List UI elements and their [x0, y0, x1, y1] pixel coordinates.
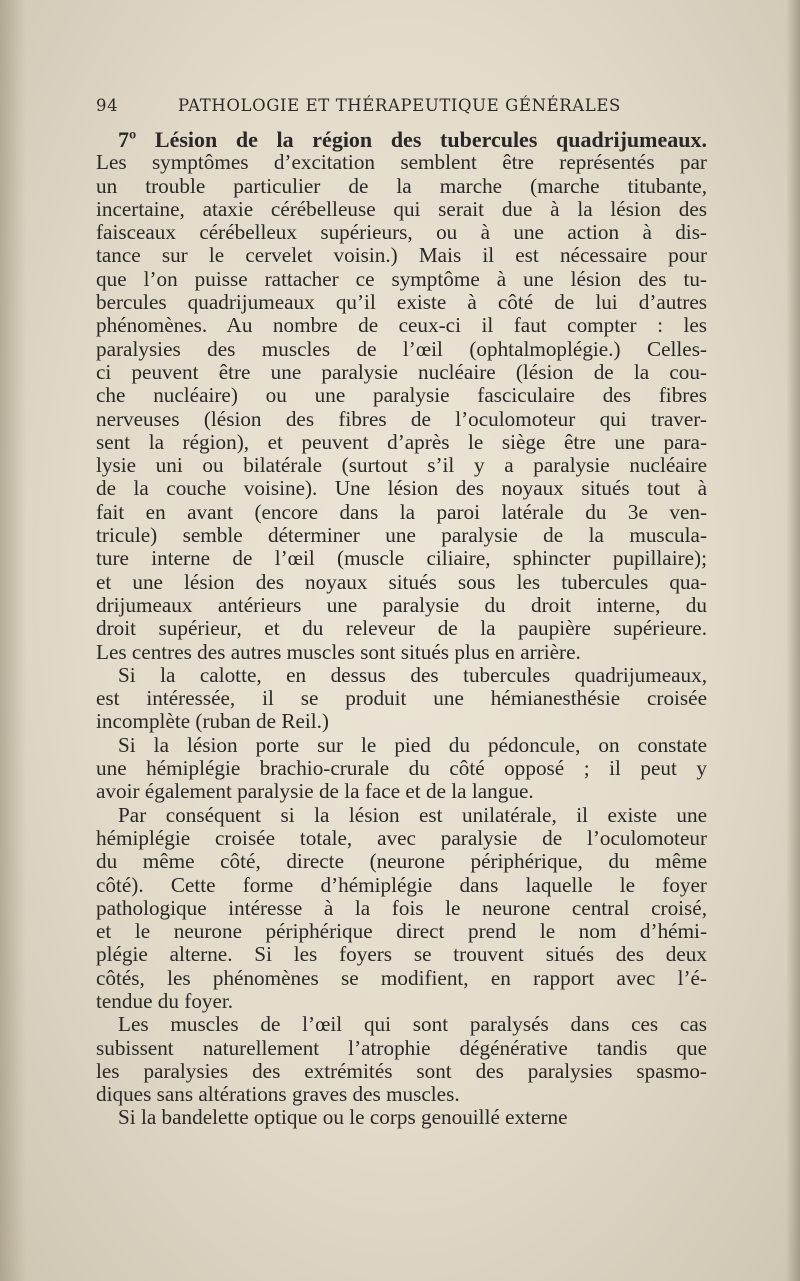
text-line: Les muscles de l’œil qui sont paralysés dans ces cas [118, 1012, 707, 1037]
text-line: drijumeaux antérieurs une paralysie du droit interne, du [96, 592, 707, 617]
text-line: phénomènes. Au nombre de ceux-ci il faut compter : les [96, 313, 707, 338]
text-line: che nucléaire) ou une paralysie fasciculaire des fibres [96, 383, 707, 408]
text-line: plégie alterne. Si les foyers se trouvent situés des deux [96, 942, 707, 967]
text-line: Par conséquent si la lésion est unilatérale, il existe une [118, 802, 707, 827]
text-line: un trouble particulier de la marche (marche titubante, [96, 173, 707, 198]
page-number: 94 [96, 96, 119, 115]
text-line: fait en avant (encore dans la paroi latérale du 3e ven- [96, 499, 707, 524]
text-line: ture interne de l’œil (muscle ciliaire, sphincter pupillaire); [96, 546, 707, 571]
text-line: lysie uni ou bilatérale (surtout s’il y a paralysie nucléaire [96, 453, 707, 478]
text-line: Si la bandelette optique ou le corps genouillé externe [118, 1105, 568, 1130]
text-line: tance sur le cervelet voisin.) Mais il est nécessaire pour [96, 243, 707, 268]
text-line: incomplète (ruban de Reil.) [96, 709, 329, 734]
page-shadow-left [0, 0, 26, 1281]
text-line: subissent naturellement l’atrophie dégénérative tandis que [96, 1035, 707, 1060]
text-line: Si la lésion porte sur le pied du pédoncule, on constate [118, 732, 707, 757]
text-line: faisceaux cérébelleux supérieurs, ou à une action à dis- [96, 220, 707, 245]
text-line: côtés, les phénomènes se modifient, en rapport avec l’é- [96, 965, 707, 990]
text-line: nerveuses (lésion des fibres de l’oculomoteur qui traver- [96, 406, 707, 431]
text-line: que l’on puisse rattacher ce symptôme à une lésion des tu- [96, 266, 707, 291]
text-line: Les centres des autres muscles sont situés plus en arrière. [96, 639, 581, 664]
text-line: ci peuvent être une paralysie nucléaire (lésion de la cou- [96, 359, 707, 384]
text-line: pathologique intéresse à la fois le neurone central croisé, [96, 895, 707, 920]
text-line: est intéressée, il se produit une hémianesthésie croisée [96, 686, 707, 711]
text-line: bercules quadrijumeaux qu’il existe à côté de lui d’autres [96, 290, 707, 315]
text-line: Si la calotte, en dessus des tubercules quadrijumeaux, [118, 662, 707, 687]
text-line: hémiplégie croisée totale, avec paralysie de l’oculomoteur [96, 825, 707, 850]
running-header [96, 96, 696, 120]
body-text [96, 128, 707, 1130]
text-line: une hémiplégie brachio-crurale du côté opposé ; il peut y [96, 756, 707, 781]
text-line: les paralysies des extrémités sont des paralysies spasmo- [96, 1058, 707, 1083]
text-line: diques sans altérations graves des muscles. [96, 1082, 460, 1107]
text-line: paralysies des muscles de l’œil (ophtalmoplégie.) Celles- [96, 336, 707, 361]
text-line: de la couche voisine). Une lésion des noyaux situés tout à [96, 476, 707, 501]
text-line: tendue du foyer. [96, 988, 234, 1013]
text-line: du même côté, directe (neurone périphérique, du même [96, 849, 707, 874]
text-line: Les symptômes d’excitation semblent être représentés par [96, 150, 707, 175]
section-heading: 7º Lésion de la région des tubercules quadrijumeaux. [118, 127, 707, 152]
text-line: droit supérieur, et du releveur de la paupière supérieure. [96, 616, 707, 641]
text-line: sent la région), et peuvent d’après le siège être une para- [96, 429, 707, 454]
text-line: et une lésion des noyaux situés sous les tubercules qua- [96, 569, 707, 594]
text-line: avoir également paralysie de la face et de la langue. [96, 779, 534, 804]
text-line: côté). Cette forme d’hémiplégie dans laquelle le foyer [96, 872, 707, 897]
text-line: et le neurone périphérique direct prend le nom d’hémi- [96, 919, 707, 944]
page-shadow-right [786, 0, 800, 1281]
text-line: incertaine, ataxie cérébelleuse qui serait due à la lésion des [96, 196, 707, 221]
text-line: tricule) semble déterminer une paralysie de la muscula- [96, 523, 707, 548]
running-title: PATHOLOGIE ET THÉRAPEUTIQUE GÉNÉRALES [178, 96, 621, 115]
